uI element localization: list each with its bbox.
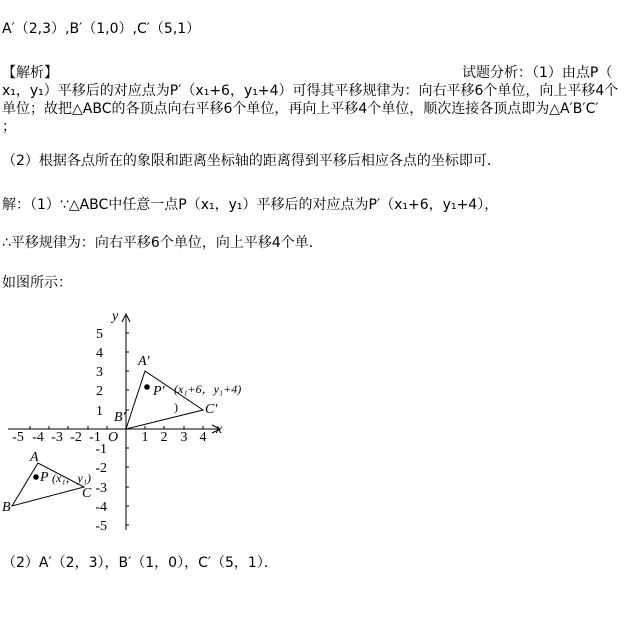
x-tick-label: -3 (51, 430, 63, 445)
y-tick-label: 3 (96, 365, 103, 380)
label-p-prime-coord: (x₁+6，y₁+4) (174, 382, 242, 396)
triangle-a2b2c2 (126, 371, 203, 429)
y-tick-label: 5 (96, 327, 103, 342)
y-tick-label: -5 (95, 519, 107, 534)
label-b: B (2, 500, 11, 515)
y-tick-label: 2 (96, 384, 103, 399)
label-a: A (30, 450, 39, 465)
x-tick-label: -2 (70, 430, 82, 445)
x-axis-label: x (216, 422, 223, 437)
label-c-prime: C′ (205, 402, 218, 417)
x-tick-label: 3 (180, 430, 188, 445)
label-p: P (40, 470, 49, 485)
x-tick-label: 2 (160, 430, 168, 445)
y-tick-label: -2 (95, 461, 107, 476)
y-axis-label: y (112, 309, 119, 324)
point-p2 (144, 384, 150, 390)
label-c: C (82, 486, 92, 501)
solution-line-3: 如图所示： (2, 275, 72, 291)
y-tick-label: -4 (95, 500, 107, 515)
x-tick-label: -4 (32, 430, 44, 445)
analysis-head: 试题分析：（1）由点P（ (462, 65, 613, 81)
y-tick-label: 4 (96, 346, 103, 361)
analysis-label: 【解析】 (2, 65, 58, 81)
x-tick-label: 1 (141, 430, 149, 445)
analysis-line-4: （2）根据各点所在的象限和距离坐标轴的距离得到平移后相应各点的坐标即可． (2, 153, 501, 169)
origin-label: O (108, 430, 119, 445)
label-p-coord: (x₁，y₁) (52, 471, 91, 485)
solution-line-1: 解：（1）∵△ABC中任意一点P（x₁，y₁）平移后的对应点为P′（x₁+6，y₁+4）， (2, 197, 499, 213)
point-p (33, 474, 39, 480)
y-tick-label: -3 (95, 481, 107, 496)
label-b-prime: B′ (114, 410, 126, 425)
y-tick-label: 1 (96, 404, 103, 419)
y-tick-label: -1 (95, 442, 107, 457)
analysis-line-3: ； (2, 119, 16, 135)
label-a-prime: A′ (138, 354, 150, 369)
answer-line: A′（2,3）,B′（1,0）,C′（5,1） (2, 21, 201, 37)
x-tick-label: -1 (89, 430, 101, 445)
x-tick-label: -5 (12, 430, 24, 445)
analysis-line-1: x₁，y₁）平移后的对应点为P′（x₁+6，y₁+4）可得其平移规律为：向右平移6个单位，向上平移4个 (2, 83, 619, 99)
x-tick-label: 4 (199, 430, 207, 445)
solution-line-2: ∴平移规律为：向右平移6个单位，向上平移4个单． (2, 235, 323, 251)
label-paren: ) (174, 400, 178, 414)
label-p-prime: P′ (153, 384, 165, 399)
final-answer: （2）A′（2，3），B′（1，0），C′（5，1）． (2, 555, 278, 571)
analysis-line-2: 单位；故把△ABC的各顶点向右平移6个单位，再向上平移4个单位，顺次连接各顶点即为△A′B′C′ (2, 101, 599, 117)
